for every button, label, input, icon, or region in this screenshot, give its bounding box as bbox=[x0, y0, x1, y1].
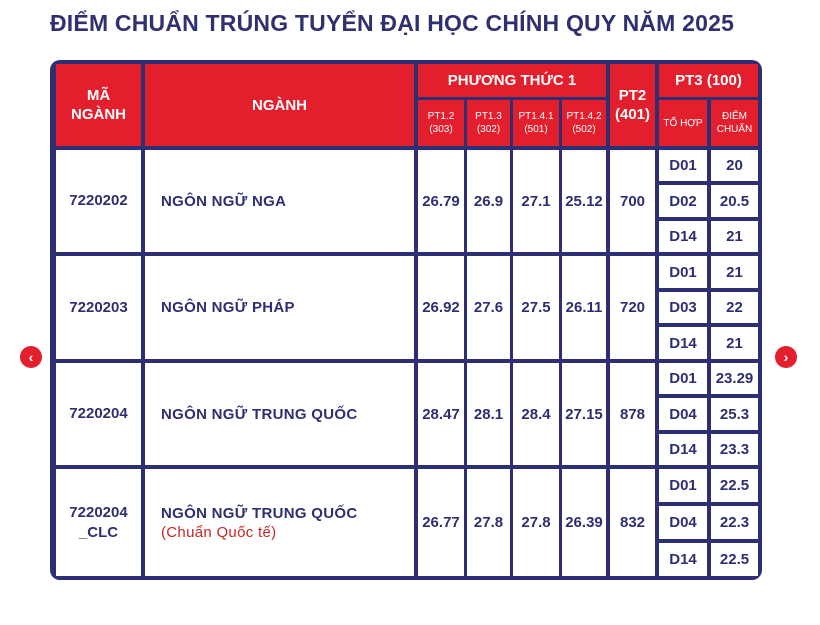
header-pt2: PT2 (401) bbox=[610, 64, 655, 146]
cell-diem-chuan: 21 bbox=[711, 256, 758, 288]
header-to-hop: TỔ HỢP bbox=[659, 100, 707, 146]
cell-pt2: 700 bbox=[610, 150, 655, 252]
cell-to-hop: D14 bbox=[659, 327, 707, 359]
header-ma-nganh: MÃ NGÀNH bbox=[56, 64, 141, 146]
cell-pt2: 832 bbox=[610, 469, 655, 576]
header-nganh: NGÀNH bbox=[145, 64, 414, 146]
cell-pt2: 878 bbox=[610, 363, 655, 465]
cell-pt142: 26.11 bbox=[562, 256, 606, 359]
cell-pt142: 25.12 bbox=[562, 150, 606, 252]
row-major bbox=[145, 469, 414, 576]
cell-to-hop: D14 bbox=[659, 221, 707, 252]
header-pt12: PT1.2 (303) bbox=[418, 100, 464, 146]
cell-to-hop: D03 bbox=[659, 292, 707, 323]
next-arrow-icon[interactable]: › bbox=[775, 346, 797, 368]
major-name: NGÔN NGỮ PHÁP bbox=[161, 299, 295, 316]
header-pt141: PT1.4.1 (501) bbox=[513, 100, 559, 146]
cell-diem-chuan: 20 bbox=[711, 150, 758, 181]
cell-to-hop: D01 bbox=[659, 363, 707, 394]
cell-diem-chuan: 21 bbox=[711, 327, 758, 359]
cell-pt141: 27.5 bbox=[513, 256, 559, 359]
row-code: 7220202 bbox=[56, 150, 141, 252]
cell-pt2: 720 bbox=[610, 256, 655, 359]
header-pt13: PT1.3 (302) bbox=[467, 100, 510, 146]
cell-diem-chuan: 22.3 bbox=[711, 506, 758, 539]
cell-diem-chuan: 22.5 bbox=[711, 543, 758, 576]
major-name: NGÔN NGỮ TRUNG QUỐC bbox=[161, 504, 358, 522]
row-code: 7220204 _CLC bbox=[56, 469, 141, 576]
row-major bbox=[145, 150, 414, 252]
cell-pt12: 26.79 bbox=[418, 150, 464, 252]
cell-pt142: 27.15 bbox=[562, 363, 606, 465]
cell-pt12: 26.77 bbox=[418, 469, 464, 576]
cell-pt141: 27.1 bbox=[513, 150, 559, 252]
row-code: 7220204 bbox=[56, 363, 141, 465]
row-code: 7220203 bbox=[56, 256, 141, 359]
score-table bbox=[50, 60, 762, 580]
cell-pt13: 27.6 bbox=[467, 256, 510, 359]
cell-to-hop: D01 bbox=[659, 469, 707, 502]
cell-to-hop: D14 bbox=[659, 543, 707, 576]
header-pt3: PT3 (100) bbox=[659, 64, 758, 97]
cell-pt13: 27.8 bbox=[467, 469, 510, 576]
row-major bbox=[145, 256, 414, 359]
major-name: NGÔN NGỮ TRUNG QUỐC bbox=[161, 405, 358, 423]
cell-to-hop: D02 bbox=[659, 185, 707, 217]
cell-diem-chuan: 25.3 bbox=[711, 398, 758, 430]
major-name: NGÔN NGỮ NGA bbox=[161, 192, 287, 210]
cell-pt142: 26.39 bbox=[562, 469, 606, 576]
cell-to-hop: D04 bbox=[659, 398, 707, 430]
cell-to-hop: D01 bbox=[659, 256, 707, 288]
page-title: ĐIỂM CHUẨN TRÚNG TUYỂN ĐẠI HỌC CHÍNH QUY NĂM 2025 bbox=[50, 10, 735, 36]
cell-pt141: 27.8 bbox=[513, 469, 559, 576]
cell-diem-chuan: 21 bbox=[711, 221, 758, 252]
major-note: (Chuẩn Quốc tế) bbox=[161, 523, 277, 541]
row-major bbox=[145, 363, 414, 465]
cell-pt13: 26.9 bbox=[467, 150, 510, 252]
cell-pt13: 28.1 bbox=[467, 363, 510, 465]
previous-arrow-icon[interactable]: ‹ bbox=[20, 346, 42, 368]
cell-to-hop: D14 bbox=[659, 434, 707, 465]
cell-diem-chuan: 22 bbox=[711, 292, 758, 323]
header-phuong-thuc-1: PHƯƠNG THỨC 1 bbox=[418, 64, 606, 97]
cell-diem-chuan: 23.29 bbox=[711, 363, 758, 394]
cell-to-hop: D01 bbox=[659, 150, 707, 181]
cell-pt12: 26.92 bbox=[418, 256, 464, 359]
cell-diem-chuan: 23.3 bbox=[711, 434, 758, 465]
cell-pt12: 28.47 bbox=[418, 363, 464, 465]
header-pt142: PT1.4.2 (502) bbox=[562, 100, 606, 146]
cell-diem-chuan: 22.5 bbox=[711, 469, 758, 502]
cell-pt141: 28.4 bbox=[513, 363, 559, 465]
cell-to-hop: D04 bbox=[659, 506, 707, 539]
header-diem-chuan: ĐIỂM CHUẨN bbox=[711, 100, 758, 146]
cell-diem-chuan: 20.5 bbox=[711, 185, 758, 217]
